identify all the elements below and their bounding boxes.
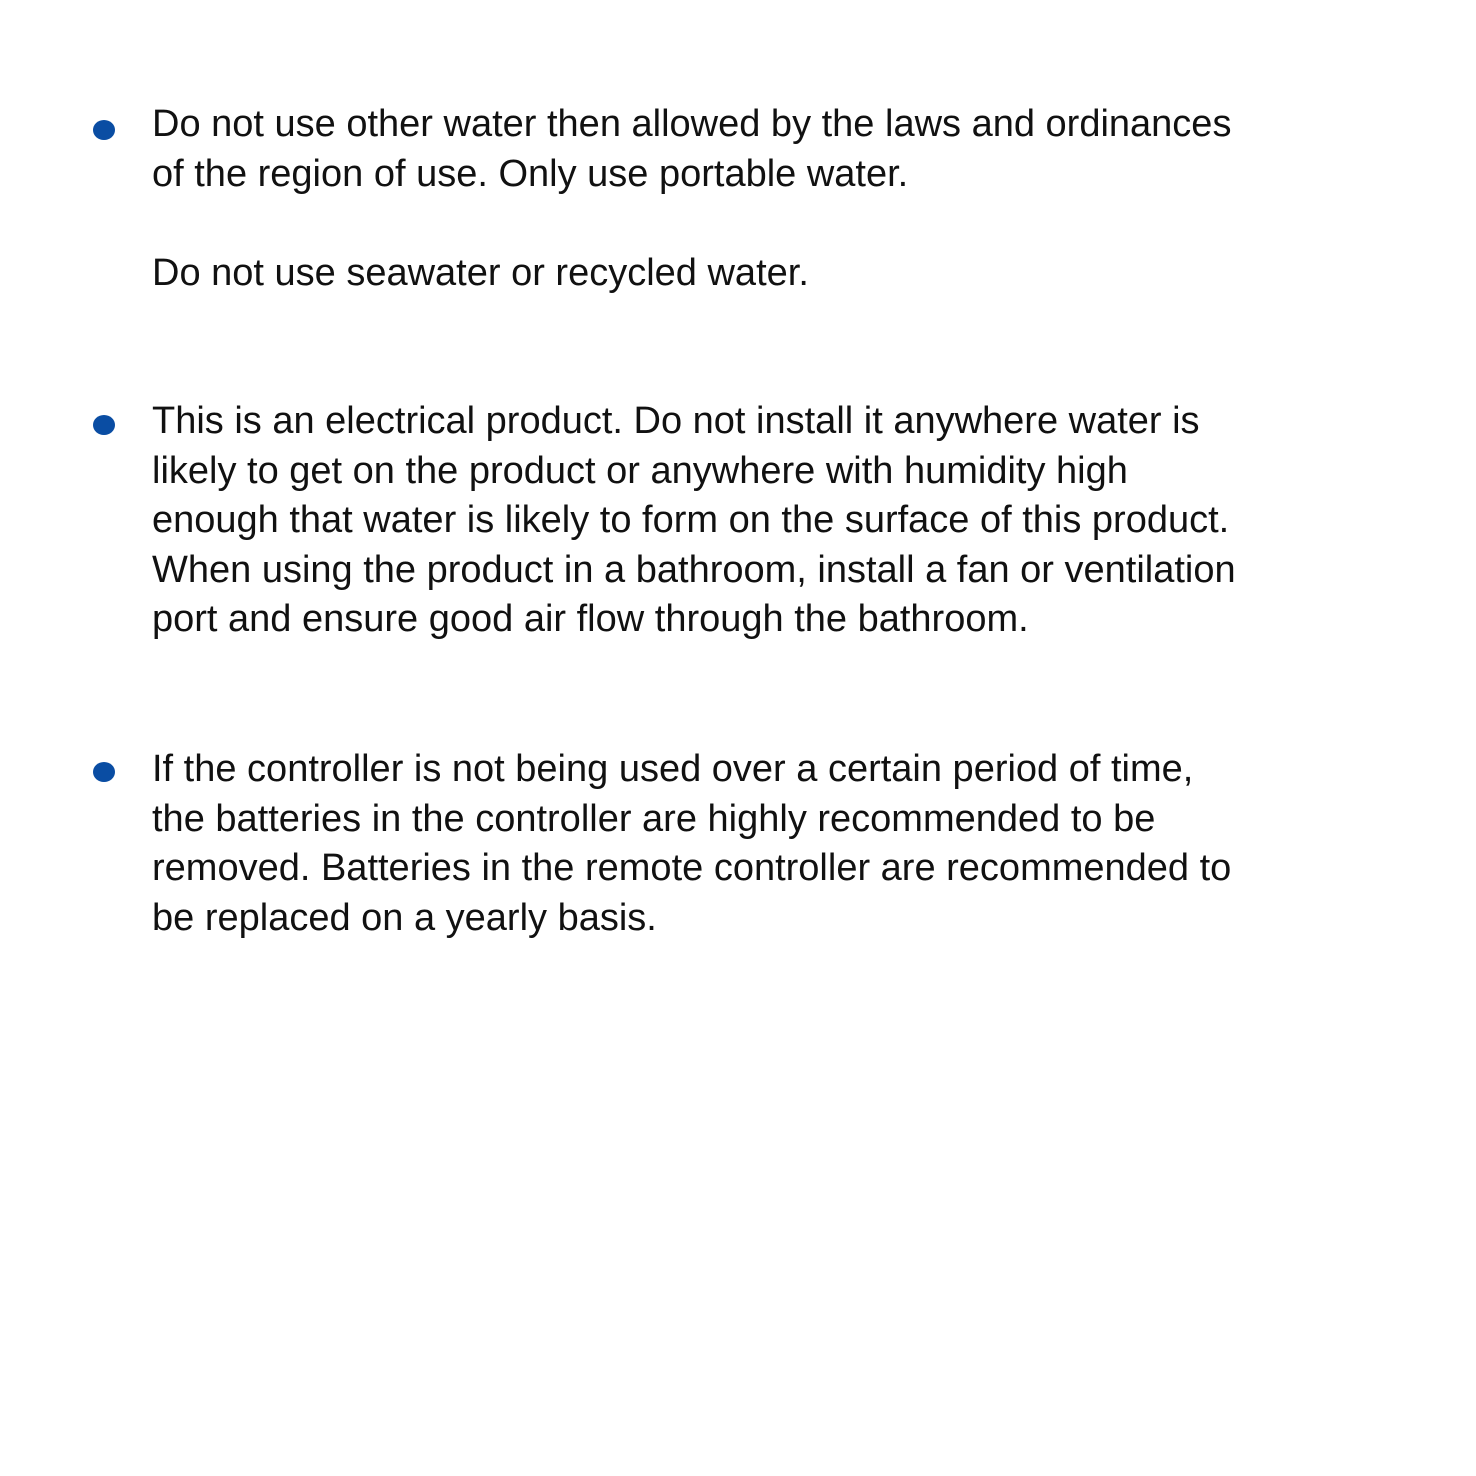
text-line: If the controller is not being used over a certain period of time,	[152, 748, 1194, 790]
text-line: port and ensure good air flow through the bathroom.	[152, 598, 1029, 640]
text-line: likely to get on the product or anywhere with humidity high	[152, 449, 1128, 492]
bullet-text	[152, 397, 1382, 645]
text-line: enough that water is likely to form on the surface of this product.	[152, 499, 1230, 541]
text-line: Do not use seawater or recycled water.	[152, 251, 809, 294]
bullet-dot-icon	[93, 415, 115, 435]
text-line: This is an electrical product. Do not install it anywhere water is	[152, 400, 1200, 442]
bullet-text	[152, 745, 1382, 943]
text-line: of the region of use. Only use portable water.	[152, 152, 909, 195]
text-line: the batteries in the controller are highly recommended to be	[152, 797, 1156, 840]
blank-line	[152, 199, 1382, 249]
text-line: removed. Batteries in the remote controller are recommended to	[152, 847, 1232, 889]
bullet-text	[152, 100, 1382, 298]
text-line: be replaced on a yearly basis.	[152, 896, 657, 939]
bullet-dot-icon	[93, 120, 115, 140]
text-line: Do not use other water then allowed by the laws and ordinances	[152, 103, 1232, 145]
text-line: When using the product in a bathroom, install a fan or ventilation	[152, 548, 1236, 591]
bullet-dot-icon	[93, 762, 115, 782]
